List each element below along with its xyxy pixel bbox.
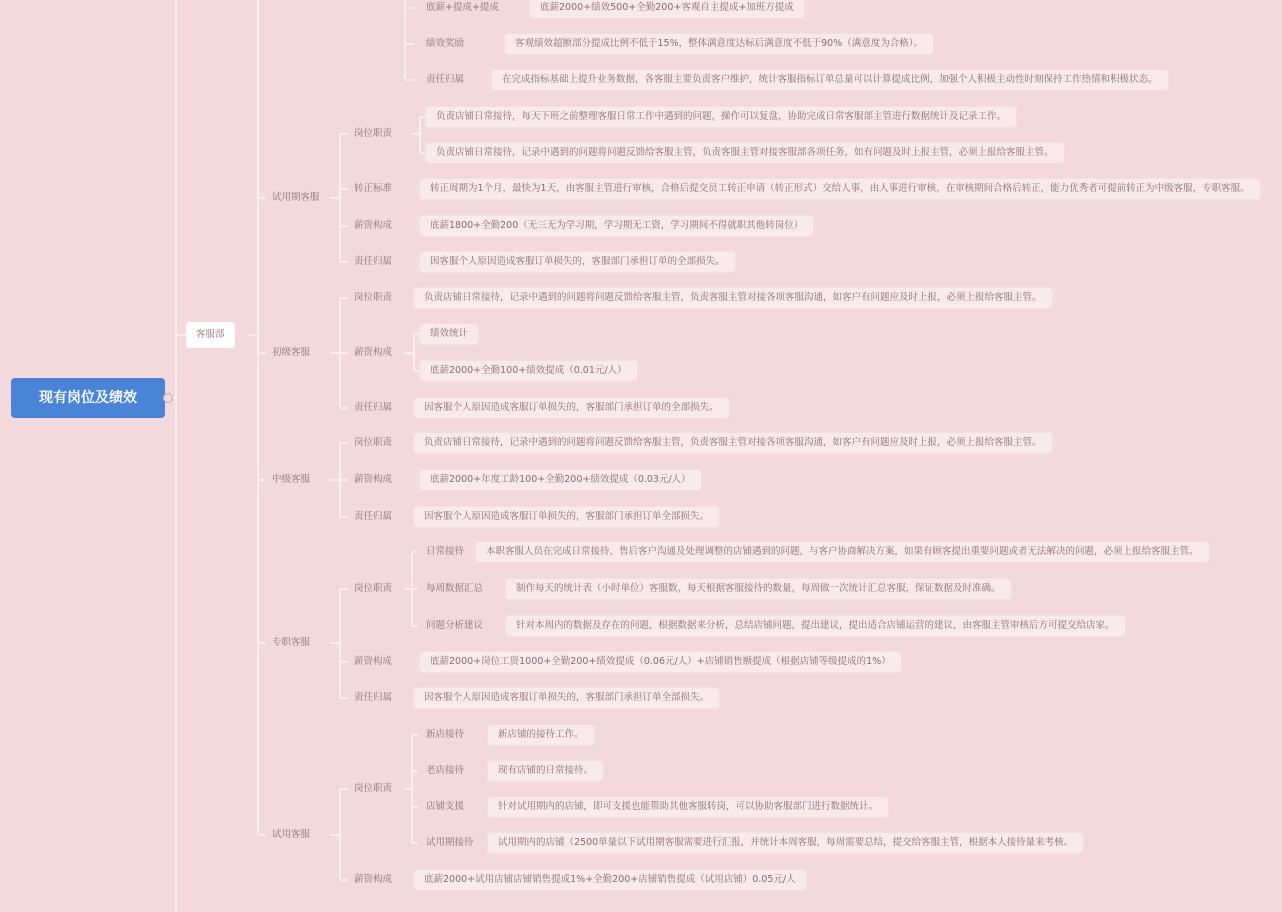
node-detail[interactable]: 负责店铺日常接待，记录中遇到的问题将问题反馈给客服主管，负责客服主管对接客服部各项任务，如有问题及时上报主管，必须上报给客服主管。	[426, 143, 1064, 163]
node-detail[interactable]: 因客服个人原因造成客服订单损失的，客服部门承担订单的全部损失。	[414, 398, 729, 418]
node-label[interactable]: 薪资构成	[354, 220, 393, 231]
node-detail[interactable]: 负责店铺日常接待，每天下班之前整理客服日常工作中遇到的问题，操作可以复盘，协助完成日常客服部主管进行数据统计及记录工作。	[426, 107, 1016, 127]
node-detail[interactable]: 底薪2000+全勤100+绩效提成（0.01元/人）	[420, 361, 637, 381]
node-label[interactable]: 责任归属	[354, 256, 393, 267]
node-detail[interactable]: 底薪1800+全勤200（无三无为学习期，学习期无工资，学习期间不得就职其他转岗位）	[420, 216, 813, 236]
node-detail[interactable]: 新店铺的接待工作。	[488, 725, 594, 745]
node-detail[interactable]: 因客服个人原因造成客服订单损失的，客服部门承担订单的全部损失。	[420, 252, 735, 272]
branch-junior-service[interactable]: 初级客服	[272, 347, 311, 358]
node-label[interactable]: 责任归属	[354, 692, 393, 703]
node-label[interactable]: 底薪+提成+提成	[426, 2, 499, 13]
node-label[interactable]: 责任归属	[354, 402, 393, 413]
node-detail[interactable]: 绩效统计	[420, 324, 478, 344]
node-detail[interactable]: 因客服个人原因造成客服订单损失的，客服部门承担订单全部损失。	[414, 688, 719, 708]
node-label[interactable]: 岗位职责	[354, 437, 393, 448]
node-label[interactable]: 店铺支援	[426, 801, 465, 812]
node-detail[interactable]: 针对试用期内的店铺，即可支援也能帮助其他客服转岗，可以协助客服部门进行数据统计。	[488, 797, 888, 817]
node-detail[interactable]: 客观绩效超额部分提成比例不低于15%，整体满意度达标后满意度不低于90%（满意度为合格）。	[505, 34, 933, 54]
node-detail[interactable]: 试用期内的店铺（2500单量以下试用期客服需要进行汇报，并统计本周客服，每周需要总结，提交给客服主管，根据本人接待量来考核。	[488, 833, 1083, 853]
node-detail[interactable]: 底薪2000+试用店铺店铺销售提成1%+全勤200+店铺销售提成（试用店铺）0.05元/人	[414, 870, 806, 890]
branch-dedicated-service[interactable]: 专职客服	[272, 637, 311, 648]
node-label[interactable]: 问题分析建议	[426, 620, 484, 631]
node-label[interactable]: 转正标准	[354, 183, 393, 194]
dept-node[interactable]: 客服部	[186, 322, 235, 348]
node-label[interactable]: 岗位职责	[354, 128, 393, 139]
node-label[interactable]: 绩效奖励	[426, 38, 465, 49]
node-label[interactable]: 新店接待	[426, 729, 465, 740]
node-detail[interactable]: 制作每天的统计表（小时单位）客服数，每天根据客服接待的数量，每周做一次统计汇总客服，保证数据及时准确。	[506, 579, 1011, 599]
node-label[interactable]: 老店接待	[426, 765, 465, 776]
branch-trial-service-2[interactable]: 试用客服	[272, 829, 311, 840]
node-label[interactable]: 薪资构成	[354, 474, 393, 485]
node-detail[interactable]: 负责店铺日常接待，记录中遇到的问题将问题反馈给客服主管，负责客服主管对接各项客服沟通，如客户有问题应及时上报，必须上报给客服主管。	[414, 433, 1052, 453]
node-detail[interactable]: 针对本周内的数据及存在的问题，根据数据来分析，总结店铺问题，提出建议，提出适合店铺运营的建议，由客服主管审核后方可提交给店家。	[506, 616, 1125, 636]
node-detail[interactable]: 在完成指标基础上提升业务数据，各客服主要负责客户维护，统计客服指标订单总量可以计算提成比例，加强个人积极主动性时刻保持工作热情和积极状态。	[492, 70, 1168, 90]
node-label[interactable]: 岗位职责	[354, 292, 393, 303]
branch-trial-service[interactable]: 试用期客服	[272, 192, 320, 203]
node-label[interactable]: 薪资构成	[354, 874, 393, 885]
node-label[interactable]: 责任归属	[354, 511, 393, 522]
node-detail[interactable]: 本职客服人员在完成日常接待、售后客户沟通及处理调整的店铺遇到的问题，与客户协商解决方案，如果有顾客提出重要问题或者无法解决的问题，必须上报给客服主管。	[476, 542, 1209, 562]
node-detail[interactable]: 底薪2000+岗位工资1000+全勤200+绩效提成（0.06元/人）+店铺销售额提成（根据店铺等级提成的1%）	[420, 652, 901, 672]
collapse-toggle-icon[interactable]	[163, 393, 173, 403]
node-detail[interactable]: 现有店铺的日常接待。	[488, 761, 603, 781]
node-label[interactable]: 薪资构成	[354, 347, 393, 358]
node-label[interactable]: 薪资构成	[354, 656, 393, 667]
node-detail[interactable]: 因客服个人原因造成客服订单损失的，客服部门承担订单全部损失。	[414, 507, 719, 527]
node-label[interactable]: 每周数据汇总	[426, 583, 484, 594]
node-label[interactable]: 试用期接待	[426, 837, 474, 848]
node-label[interactable]: 岗位职责	[354, 783, 393, 794]
node-label[interactable]: 责任归属	[426, 74, 465, 85]
root-node[interactable]: 现有岗位及绩效	[11, 378, 165, 418]
node-detail[interactable]: 底薪2000+年度工龄100+全勤200+绩效提成（0.03元/人）	[420, 470, 701, 490]
node-detail[interactable]: 负责店铺日常接待，记录中遇到的问题将问题反馈给客服主管，负责客服主管对接各项客服沟通，如客户有问题应及时上报，必须上报给客服主管。	[414, 288, 1052, 308]
node-detail[interactable]: 底薪2000+绩效500+全勤200+客观自主提成+加班方提成	[530, 0, 804, 18]
node-detail[interactable]: 转正周期为1个月，最快为1天，由客服主管进行审核，合格后提交员工转正申请（转正形式）交给人事，由人事进行审核，在审核期间合格后转正，能力优秀者可提前转正为中级客服，专职客服。	[420, 179, 1260, 199]
branch-mid-service[interactable]: 中级客服	[272, 474, 311, 485]
node-label[interactable]: 岗位职责	[354, 583, 393, 594]
node-label[interactable]: 日常接待	[426, 546, 465, 557]
